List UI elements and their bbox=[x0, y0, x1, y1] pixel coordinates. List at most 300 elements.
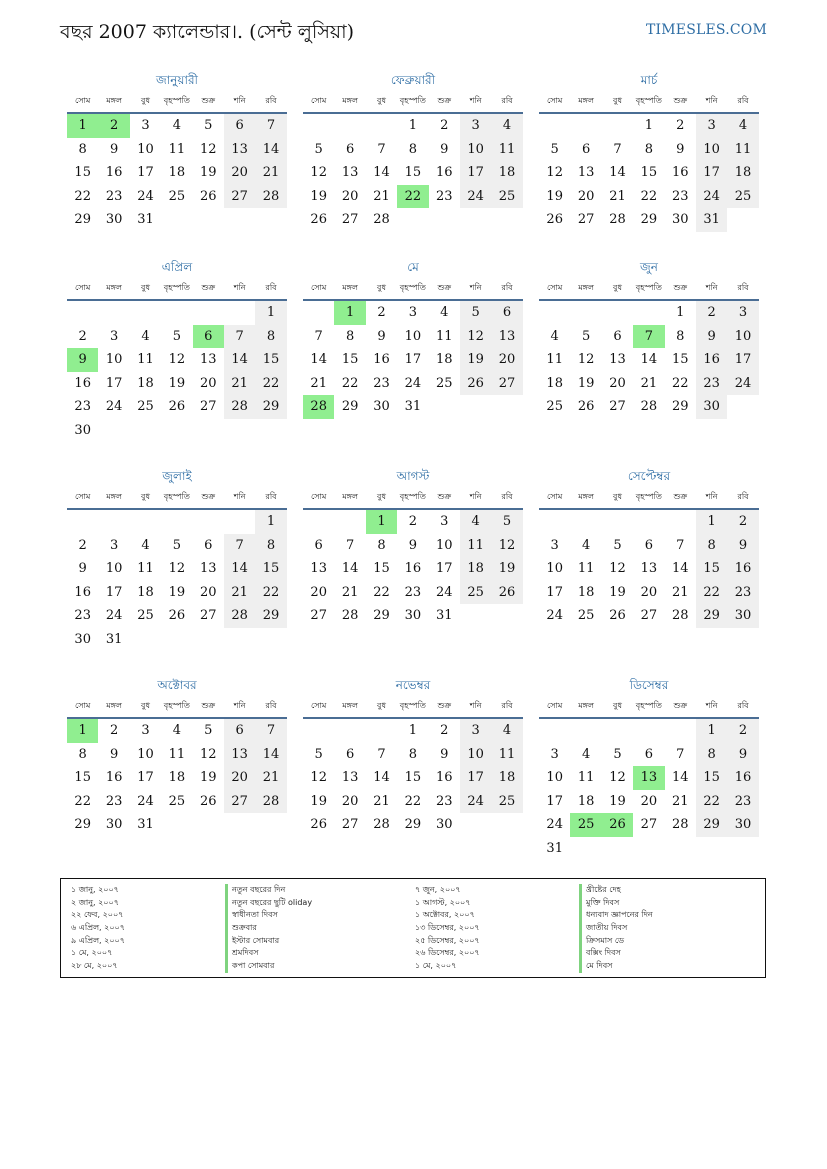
weekday-label: সোম bbox=[311, 283, 327, 292]
weekday-header bbox=[67, 695, 287, 719]
day-cell: 30 bbox=[74, 631, 91, 647]
weekday-header bbox=[539, 90, 759, 114]
holiday-name: মে দিবস bbox=[579, 960, 653, 973]
day-cell: 22 bbox=[373, 584, 390, 600]
holiday-name: শুক্রবার bbox=[225, 922, 312, 935]
week-row bbox=[539, 557, 759, 581]
day-cell: 14 bbox=[224, 348, 255, 372]
weekday-label: মঙ্গল bbox=[342, 701, 358, 710]
day-cell: 1 bbox=[676, 305, 685, 320]
day-cell: 17 bbox=[137, 770, 154, 786]
day-cell: 23 bbox=[435, 793, 453, 809]
holiday-names-column bbox=[225, 884, 312, 973]
day-cell: 12 bbox=[491, 534, 522, 558]
week-row bbox=[67, 419, 287, 443]
day-cell: 1 bbox=[67, 719, 98, 743]
day-cell: 14 bbox=[373, 165, 390, 181]
day-cell: 23 bbox=[74, 399, 91, 415]
day-cell: 11 bbox=[137, 561, 154, 577]
weekday-header bbox=[303, 486, 523, 510]
weekday-label: মঙ্গল bbox=[106, 492, 122, 501]
day-cell: 7 bbox=[613, 141, 622, 157]
day-cell: 19 bbox=[460, 348, 491, 372]
holiday-name: বক্সিং দিবস bbox=[579, 947, 653, 960]
week-row bbox=[67, 161, 287, 185]
holiday-date: ২৬ ডিসেম্বর, ২০০৭ bbox=[415, 948, 480, 958]
day-cell: 7 bbox=[255, 719, 286, 743]
weekday-label: শুক্র bbox=[673, 283, 688, 292]
day-cell: 27 bbox=[491, 372, 522, 396]
day-cell: 14 bbox=[671, 770, 689, 786]
month-name: মার্চ bbox=[640, 73, 658, 87]
day-cell: 15 bbox=[255, 348, 286, 372]
day-cell bbox=[633, 510, 664, 534]
day-cell: 12 bbox=[609, 770, 626, 786]
weekday-label: বুধ bbox=[613, 283, 622, 292]
week-row bbox=[303, 790, 523, 814]
day-cell: 18 bbox=[168, 165, 186, 181]
week-row bbox=[303, 372, 523, 396]
day-cell: 10 bbox=[696, 138, 727, 162]
day-cell: 6 bbox=[224, 114, 255, 138]
day-cell: 6 bbox=[613, 328, 622, 344]
day-cell: 11 bbox=[577, 561, 595, 577]
day-cell: 13 bbox=[609, 352, 626, 368]
day-cell: 22 bbox=[640, 188, 658, 204]
day-cell: 29 bbox=[255, 395, 286, 419]
day-cell bbox=[255, 813, 286, 837]
day-cell bbox=[665, 510, 696, 534]
site-link[interactable]: TIMESLES.COM bbox=[646, 22, 767, 38]
weekday-header bbox=[303, 90, 523, 114]
month-name: মে bbox=[407, 260, 419, 274]
day-cell: 25 bbox=[137, 399, 154, 415]
week-row bbox=[539, 372, 759, 396]
weekday-label: বুধ bbox=[141, 492, 150, 501]
day-cell: 3 bbox=[460, 114, 491, 138]
day-cell: 27 bbox=[640, 817, 658, 833]
weekday-label: শুক্র bbox=[201, 701, 216, 710]
week-row bbox=[303, 581, 523, 605]
weekday-label: সোম bbox=[75, 283, 91, 292]
day-cell bbox=[602, 114, 633, 138]
week-row bbox=[303, 301, 523, 325]
day-cell: 29 bbox=[671, 399, 689, 415]
day-cell: 21 bbox=[373, 793, 390, 809]
day-cell: 27 bbox=[341, 212, 359, 228]
day-cell: 13 bbox=[640, 561, 658, 577]
week-row bbox=[67, 534, 287, 558]
day-cell: 24 bbox=[696, 185, 727, 209]
day-cell bbox=[491, 813, 522, 837]
day-cell: 10 bbox=[435, 537, 453, 553]
day-cell: 26 bbox=[460, 372, 491, 396]
day-cell: 26 bbox=[577, 399, 595, 415]
day-cell: 24 bbox=[105, 608, 123, 624]
day-cell: 22 bbox=[74, 188, 91, 204]
week-row bbox=[539, 581, 759, 605]
day-cell bbox=[303, 114, 334, 138]
day-cell: 1 bbox=[255, 301, 286, 325]
day-cell: 8 bbox=[345, 328, 355, 344]
week-row bbox=[539, 161, 759, 185]
day-cell bbox=[491, 208, 522, 232]
day-cell bbox=[570, 114, 601, 138]
day-cell bbox=[161, 510, 192, 534]
day-cell: 3 bbox=[408, 305, 417, 320]
weekday-label: সোম bbox=[75, 96, 91, 105]
day-cell bbox=[539, 719, 570, 743]
weekday-label: মঙ্গল bbox=[342, 96, 358, 105]
week-row bbox=[539, 510, 759, 534]
day-cell: 10 bbox=[727, 325, 758, 349]
day-cell bbox=[602, 510, 633, 534]
day-cell bbox=[570, 301, 601, 325]
day-cell: 30 bbox=[105, 817, 123, 833]
day-cell: 12 bbox=[310, 165, 327, 181]
day-cell: 15 bbox=[404, 165, 422, 181]
day-cell: 5 bbox=[314, 746, 323, 762]
day-cell bbox=[665, 719, 696, 743]
day-cell: 24 bbox=[460, 185, 491, 209]
weekday-label: মঙ্গল bbox=[342, 283, 358, 292]
weekday-label: শনি bbox=[469, 492, 482, 501]
weekday-label: শনি bbox=[233, 96, 246, 105]
day-cell: 6 bbox=[224, 719, 255, 743]
day-cell: 20 bbox=[640, 584, 658, 600]
day-cell: 25 bbox=[546, 399, 563, 415]
day-cell: 14 bbox=[640, 352, 658, 368]
day-cell: 15 bbox=[74, 770, 91, 786]
day-cell bbox=[224, 510, 255, 534]
day-cell: 17 bbox=[435, 561, 453, 577]
day-cell: 6 bbox=[204, 537, 213, 553]
week-row bbox=[303, 557, 523, 581]
day-cell: 5 bbox=[491, 510, 522, 534]
day-cell: 25 bbox=[460, 581, 491, 605]
day-cell bbox=[193, 510, 224, 534]
day-cell: 9 bbox=[696, 325, 727, 349]
weekday-label: শুক্র bbox=[201, 283, 216, 292]
week-row bbox=[303, 534, 523, 558]
day-cell: 3 bbox=[696, 114, 727, 138]
day-cell: 12 bbox=[168, 561, 186, 577]
day-cell: 2 bbox=[727, 719, 758, 743]
day-cell: 3 bbox=[109, 328, 119, 344]
weekday-label: শুক্র bbox=[437, 96, 452, 105]
day-cell: 29 bbox=[74, 817, 91, 833]
day-cell: 30 bbox=[373, 399, 390, 415]
day-cell: 16 bbox=[727, 557, 758, 581]
week-row bbox=[303, 510, 523, 534]
holiday-dates-column bbox=[71, 884, 125, 973]
day-cell: 28 bbox=[373, 212, 390, 228]
day-cell: 22 bbox=[255, 581, 286, 605]
day-cell: 17 bbox=[696, 161, 727, 185]
day-cell: 21 bbox=[224, 372, 255, 396]
day-cell: 20 bbox=[491, 348, 522, 372]
day-cell: 10 bbox=[460, 138, 491, 162]
day-cell: 15 bbox=[341, 352, 359, 368]
day-cell bbox=[67, 301, 98, 325]
day-cell bbox=[665, 837, 696, 861]
day-cell: 10 bbox=[105, 352, 123, 368]
day-cell: 18 bbox=[137, 375, 154, 391]
weekday-label: শুক্র bbox=[673, 492, 688, 501]
day-cell: 22 bbox=[341, 375, 359, 391]
day-cell: 11 bbox=[546, 352, 563, 368]
holiday-name: নতুন বছরের ছুটি oliday bbox=[225, 897, 312, 910]
day-cell: 13 bbox=[224, 743, 255, 767]
day-cell: 21 bbox=[671, 793, 689, 809]
month-name: সেপ্টেম্বর bbox=[627, 469, 671, 483]
day-cell: 10 bbox=[546, 561, 563, 577]
day-cell: 4 bbox=[491, 114, 522, 138]
day-cell: 11 bbox=[168, 746, 186, 762]
holiday-dates-column bbox=[415, 884, 480, 973]
day-cell: 22 bbox=[696, 790, 727, 814]
day-cell: 16 bbox=[74, 375, 91, 391]
day-cell bbox=[193, 301, 224, 325]
day-cell: 21 bbox=[373, 188, 390, 204]
day-cell bbox=[255, 419, 286, 443]
day-cell bbox=[98, 301, 129, 325]
weekday-label: বৃহস্পতি bbox=[635, 283, 662, 292]
week-row bbox=[67, 395, 287, 419]
day-cell: 27 bbox=[224, 790, 255, 814]
day-cell: 21 bbox=[255, 766, 286, 790]
weekday-label: বুধ bbox=[377, 701, 386, 710]
day-cell: 23 bbox=[105, 188, 123, 204]
day-cell: 19 bbox=[546, 188, 563, 204]
day-cell: 2 bbox=[676, 118, 685, 133]
day-cell: 28 bbox=[303, 395, 334, 419]
day-cell: 23 bbox=[373, 375, 390, 391]
day-cell: 9 bbox=[440, 746, 449, 762]
day-cell bbox=[570, 719, 601, 743]
weekday-label: শনি bbox=[705, 492, 718, 501]
day-cell: 3 bbox=[141, 723, 150, 738]
day-cell bbox=[460, 604, 491, 628]
day-cell: 2 bbox=[78, 537, 87, 553]
day-cell: 29 bbox=[341, 399, 359, 415]
day-cell: 27 bbox=[310, 608, 327, 624]
month-block bbox=[67, 466, 287, 652]
day-cell bbox=[224, 813, 255, 837]
day-cell: 5 bbox=[172, 328, 181, 344]
day-cell: 5 bbox=[613, 537, 622, 553]
day-cell bbox=[334, 114, 365, 138]
day-cell: 9 bbox=[109, 746, 119, 762]
day-cell: 4 bbox=[141, 328, 150, 344]
day-cell: 4 bbox=[727, 114, 758, 138]
month-block bbox=[67, 257, 287, 443]
day-cell: 31 bbox=[404, 399, 422, 415]
day-cell: 9 bbox=[727, 534, 758, 558]
day-cell: 28 bbox=[341, 608, 359, 624]
month-block bbox=[539, 70, 759, 232]
day-cell: 18 bbox=[460, 557, 491, 581]
day-cell: 17 bbox=[727, 348, 758, 372]
week-row bbox=[539, 837, 759, 861]
day-cell: 28 bbox=[373, 817, 390, 833]
day-cell: 18 bbox=[435, 352, 453, 368]
week-row bbox=[539, 138, 759, 162]
day-cell: 1 bbox=[696, 510, 727, 534]
day-cell: 16 bbox=[435, 770, 453, 786]
day-cell: 12 bbox=[577, 352, 595, 368]
day-cell bbox=[633, 719, 664, 743]
day-cell: 19 bbox=[310, 793, 327, 809]
week-row bbox=[67, 510, 287, 534]
day-cell: 30 bbox=[727, 604, 758, 628]
day-cell: 26 bbox=[310, 212, 327, 228]
day-cell: 4 bbox=[172, 723, 181, 738]
day-cell: 11 bbox=[435, 328, 453, 344]
day-cell bbox=[224, 419, 255, 443]
weekday-label: বৃহস্পতি bbox=[163, 283, 190, 292]
weekday-label: মঙ্গল bbox=[342, 492, 358, 501]
day-cell: 15 bbox=[640, 165, 658, 181]
day-cell bbox=[633, 301, 664, 325]
holiday-date: ১ জানু, ২০০৭ bbox=[71, 885, 119, 894]
day-cell bbox=[224, 628, 255, 652]
week-row bbox=[67, 138, 287, 162]
day-cell bbox=[303, 510, 334, 534]
day-cell: 15 bbox=[255, 557, 286, 581]
day-cell: 15 bbox=[671, 352, 689, 368]
day-cell bbox=[255, 208, 286, 232]
day-cell: 19 bbox=[310, 188, 327, 204]
weekday-label: শনি bbox=[705, 96, 718, 105]
weekday-label: বৃহস্পতি bbox=[399, 96, 426, 105]
day-cell: 16 bbox=[696, 348, 727, 372]
day-cell: 20 bbox=[341, 793, 359, 809]
day-cell: 6 bbox=[314, 537, 323, 553]
weekday-label: শনি bbox=[705, 283, 718, 292]
day-cell: 30 bbox=[74, 422, 91, 438]
day-cell: 21 bbox=[255, 161, 286, 185]
day-cell: 8 bbox=[255, 325, 286, 349]
month-name: অক্টোবর bbox=[157, 678, 197, 692]
day-cell: 9 bbox=[408, 537, 417, 553]
week-row bbox=[67, 325, 287, 349]
month-block bbox=[539, 466, 759, 628]
day-cell bbox=[193, 208, 224, 232]
day-cell: 3 bbox=[440, 514, 449, 529]
day-cell: 11 bbox=[577, 770, 595, 786]
day-cell: 2 bbox=[78, 328, 87, 344]
week-row bbox=[67, 719, 287, 743]
day-cell: 15 bbox=[696, 766, 727, 790]
day-cell: 23 bbox=[727, 581, 758, 605]
holiday-date: ২২ ফেব, ২০০৭ bbox=[71, 910, 124, 920]
day-cell: 6 bbox=[345, 141, 355, 157]
weekday-label: সোম bbox=[311, 492, 327, 501]
day-cell: 23 bbox=[696, 372, 727, 396]
day-cell: 27 bbox=[609, 399, 626, 415]
day-cell bbox=[602, 301, 633, 325]
day-cell: 19 bbox=[577, 375, 595, 391]
day-cell: 1 bbox=[67, 114, 98, 138]
weekday-label: সোম bbox=[75, 701, 91, 710]
day-cell: 26 bbox=[310, 817, 327, 833]
day-cell: 20 bbox=[341, 188, 359, 204]
holiday-name: নতুন বছরের দিন bbox=[225, 884, 312, 897]
holiday-date: ১ মে, ২০০৭ bbox=[71, 948, 113, 958]
day-cell: 1 bbox=[408, 723, 417, 738]
month-block bbox=[67, 70, 287, 232]
week-row bbox=[539, 114, 759, 138]
day-cell bbox=[539, 114, 570, 138]
holiday-date: ৬ এপ্রিল, ২০০৭ bbox=[71, 923, 125, 933]
holiday-names-column bbox=[579, 884, 653, 973]
weekday-label: মঙ্গল bbox=[106, 701, 122, 710]
day-cell: 9 bbox=[67, 348, 98, 372]
day-cell: 23 bbox=[105, 793, 123, 809]
weekday-label: সোম bbox=[547, 492, 563, 501]
day-cell: 8 bbox=[78, 141, 87, 157]
day-cell: 22 bbox=[255, 372, 286, 396]
day-cell: 15 bbox=[404, 770, 422, 786]
day-cell: 12 bbox=[609, 561, 626, 577]
day-cell: 16 bbox=[727, 766, 758, 790]
day-cell: 24 bbox=[137, 793, 154, 809]
day-cell bbox=[366, 114, 397, 138]
weekday-label: বৃহস্পতি bbox=[399, 283, 426, 292]
day-cell: 4 bbox=[550, 328, 559, 344]
day-cell: 1 bbox=[408, 118, 417, 133]
month-name: জুলাই bbox=[162, 469, 192, 483]
day-cell: 29 bbox=[696, 813, 727, 837]
day-cell: 23 bbox=[404, 584, 422, 600]
week-row bbox=[303, 766, 523, 790]
day-cell: 20 bbox=[224, 161, 255, 185]
weekday-label: সোম bbox=[75, 492, 91, 501]
day-cell: 7 bbox=[255, 114, 286, 138]
week-row bbox=[303, 604, 523, 628]
day-cell: 10 bbox=[460, 743, 491, 767]
weekday-label: বৃহস্পতি bbox=[399, 492, 426, 501]
weekday-label: মঙ্গল bbox=[578, 492, 594, 501]
weekday-label: বুধ bbox=[613, 96, 622, 105]
week-row bbox=[539, 766, 759, 790]
holiday-name: খ্রীষ্টের দেহ bbox=[579, 884, 653, 897]
week-row bbox=[67, 372, 287, 396]
day-cell: 22 bbox=[397, 185, 428, 209]
week-row bbox=[67, 185, 287, 209]
day-cell: 17 bbox=[546, 793, 563, 809]
weekday-label: বৃহস্পতি bbox=[635, 492, 662, 501]
weekday-header bbox=[67, 277, 287, 301]
day-cell bbox=[429, 208, 460, 232]
weekday-label: সোম bbox=[311, 96, 327, 105]
week-row bbox=[303, 348, 523, 372]
day-cell: 14 bbox=[224, 557, 255, 581]
weekday-label: শনি bbox=[469, 283, 482, 292]
holiday-date: ২৫ ডিসেম্বর, ২০০৭ bbox=[415, 935, 480, 945]
month-name: ডিসেম্বর bbox=[629, 678, 669, 692]
day-cell: 17 bbox=[137, 165, 154, 181]
weekday-label: মঙ্গল bbox=[578, 283, 594, 292]
week-row bbox=[539, 534, 759, 558]
weekday-label: মঙ্গল bbox=[578, 701, 594, 710]
week-row bbox=[67, 813, 287, 837]
day-cell bbox=[130, 301, 161, 325]
day-cell: 13 bbox=[577, 165, 595, 181]
weekday-header bbox=[67, 90, 287, 114]
day-cell: 17 bbox=[460, 766, 491, 790]
